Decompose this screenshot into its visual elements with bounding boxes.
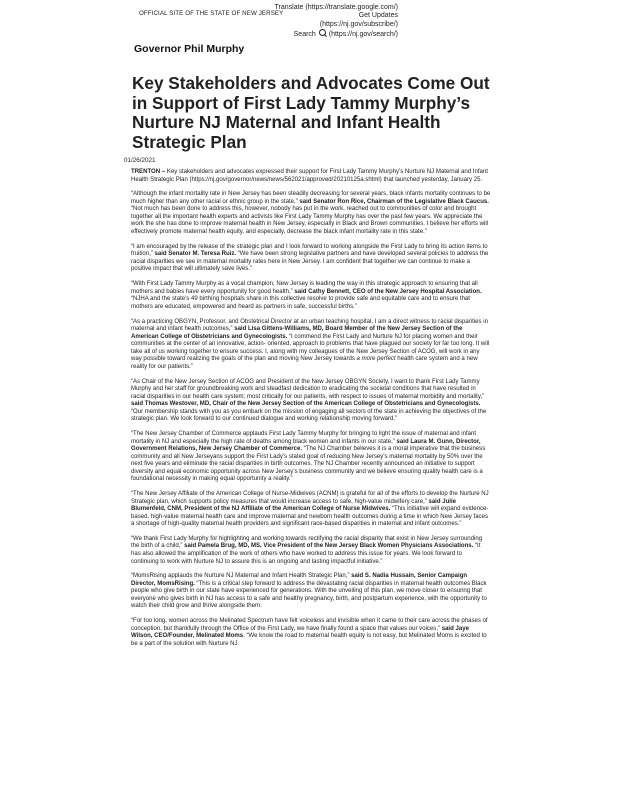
speaker-attribution: said Senator Ron Rice, Chairman of the Legislative Black Caucus. (299, 198, 489, 205)
article-paragraph (131, 244, 491, 274)
get-updates-link[interactable]: Get Updates (358, 12, 398, 20)
paragraph-text: “Not much has been done to address this, however, nobody has put in the work, reached out to communities of color and brought together all the important health experts and activists like First Lady Tammy Murphy has over the past few years. We appreciate the work the she has done to improve maternal health in New Jersey, especially in Black and Brown communities. I believe her efforts will effectively promote maternal health equity, and especially, decrease the black infant mortality rate in this state.” (131, 206, 489, 236)
publish-date: 01/26/2021 (124, 157, 156, 164)
paragraph-text: “NJHA and the state's 49 birthing hospitals share in this collective resolve to provide safe and equitable care and to ensure that mothers are educated, empowered and heard as partners in safe, successful births.” (131, 296, 470, 310)
official-site-label: OFFICIAL SITE OF THE STATE OF NEW JERSEY (139, 10, 284, 17)
article-paragraph (131, 491, 491, 529)
speaker-attribution: said Cathy Bennett, CEO of the New Jersey Hospital Association. (294, 288, 482, 295)
paragraph-text: “MomsRising applauds the Nurture NJ Maternal and Infant Health Strategic Plan,” (131, 573, 352, 580)
search-icon (319, 29, 326, 36)
subscribe-url-link[interactable]: (https://nj.gov/subscribe/) (319, 20, 398, 28)
paragraph-text: “We have been strong legislative partners and have developed several policies to address the racial disparities we see in maternal mortality rates here in New Jersey. I am confident that together we can continue to make a positive impact that will ultimately save lives.” (131, 251, 489, 273)
paragraph-text: “This initiative will expand evidence-based, high-value maternal health care and improve maternal and newborn health outcomes during a time in which New Jersey faces a shortage of high-quality maternal health providers and significant race-based disparities in maternal and infant outcomes.” (131, 506, 489, 528)
article-body (131, 169, 491, 656)
article-paragraph (131, 536, 491, 566)
paragraph-text: “The NJ Chamber believes it is a moral imperative that the business community and all New Jerseyans support the First Lady’s stated goal of reducing New Jersey’s maternal mortality by 50% over the next five years and eliminate the racial disparities in birth outcomes. The NJ Chamber recently announced an initiative to support diversity and equal economic opportunity across New Jersey’s business community and we believe ensuring quality health care is a foundational necessity in making equal opportunity a reality.” (131, 446, 486, 483)
article-paragraph (131, 379, 491, 424)
speaker-attribution: said Jaye Wilson, CEO/Founder, Melinated Moms (131, 625, 469, 640)
paragraph-text: Key stakeholders and advocates expressed their support for First Lady Tammy Murphy’s Nurture NJ Maternal and Infant Health Strategic Plan (https://nj.gov/governor/news/news/562021/approved/20210125a.shtml) that launched yesterday, January 25. (131, 169, 488, 183)
speaker-attribution: said Thomas Westover, MD, Chair of the New Jersey Section of the American College of Obstetricians and Gynecologists. (131, 401, 481, 408)
speaker-attribution: said Senator M. Teresa Ruiz. (154, 251, 237, 258)
search-link[interactable] (275, 29, 398, 39)
article-paragraph (131, 618, 491, 648)
paragraph-text: “For too long, women across the Melinated Spectrum have felt voiceless and invisible when it came to their care across the phases of conception, but thankfully through the Office of the First Lady, we have finally found a space that values our voices,” (131, 618, 488, 632)
speaker-attribution: said Laura M. Gunn, Director, Government Relations, New Jersey Chamber of Commerce. (131, 438, 481, 453)
article-paragraph (131, 319, 491, 372)
speaker-attribution: said Pamela Brug, MD, MS, Vice President of the New Jersey Black Women Physicians Associations. (184, 543, 474, 550)
page-title: Key Stakeholders and Advocates Come Out in Support of First Lady Tammy Murphy’s Nurture NJ Maternal and Infant Health Strategic Plan (132, 73, 490, 152)
search-label: Search (293, 30, 316, 38)
paragraph-text: “The New Jersey Affiliate of the American College of Nurse-Midwives (ACNM) is grateful for all of the efforts to develop the Nurture NJ Strategic plan, which supports policy measures that would increase access to safe, high-value midwifery care,” (131, 491, 489, 505)
paragraph-text: health care system and a new reality for our patients.” (131, 356, 478, 370)
top-bar (0, 4, 618, 38)
article-paragraph (131, 281, 491, 311)
search-url: (https://nj.gov/search/) (328, 30, 398, 38)
governor-name: Governor Phil Murphy (134, 43, 245, 55)
paragraph-text: “We thank First Lady Murphy for highlighting and working towards rectifying the racial disparity that exist in New Jersey surrounding the birth of a child,” (131, 535, 483, 550)
paragraph-text: “The New Jersey Chamber of Commerce applauds First Lady Tammy Murphy for bringing to light the issue of maternal and infant mortality in NJ and especially the high rate of deaths among black women and infants in our state,” (131, 430, 477, 445)
speaker-attribution: TRENTON – (131, 169, 167, 175)
article-paragraph (131, 431, 491, 484)
paragraph-text: “As a practicing OBGYN, Professor, and Obstetrical Director at an urban teaching hospital, I am a direct witness to racial disparities in maternal and infant health outcomes,” (131, 318, 488, 333)
speaker-attribution: said Lisa Gittens-Williams, MD, Board Member of the New Jersey Section of the American College of Obstetricians and Gynecologists. (131, 326, 463, 340)
paragraph-text: “This is a critical step forward to address the devastating racial disparities in maternal health outcomes Black people who give birth in our state have experienced for generations. With the unveiling of this plan, we move closer to ensuring that everyone who gives birth in NJ has access to a safe and healthy pregnancy, birth, and postpartum experience, with the opportunity to watch their child grow and thrive alongside them. (131, 580, 487, 610)
paragraph-text: “As Chair of the New Jersey Section of ACOG and President of the New Jersey OBGYN Society, I want to thank First Lady Tammy Murphy and her staff for groundbreaking work and steadfast dedication to eradicating the societal conditions that have resulted in racial disparities in our health care system; most critically for our patients, with respect to issues of maternal morbidity and mortality,” (131, 378, 485, 400)
article-paragraph (131, 169, 491, 184)
paragraph-text: “Although the infant mortality rate in New Jersey has been steadily decreasing for several years, black infants mortality continues to be much higher than any other racial or ethnic group in the state,” (131, 191, 491, 205)
speaker-attribution: said Julie Blumenfeld, CNM, President of the NJ Affiliate of the American College of Nurse Midwives. (131, 498, 457, 513)
paragraph-text: “I am encouraged by the release of the strategic plan and I look forward to working alongside the First Lady to bring its action items to fruition,” (131, 243, 488, 258)
translate-link[interactable]: Translate (https://translate.google.com/) (274, 4, 398, 11)
paragraph-text: . “We know the road to maternal health equity is not easy, but Melinated Moms is excited to be a part of the solution with Nurture NJ (131, 633, 487, 647)
emphasis-text: a more perfect (356, 356, 396, 363)
paragraph-text: “Our membership stands with you as you embark on the mission of engaging all sectors of the state in achieving the objectives of the strategic plan. We look forward to our continued dialogue and working relationship moving forward.” (131, 408, 487, 423)
paragraph-text: “With First Lady Tammy Murphy as a vocal champion, New Jersey is leading the way in this strategic approach to ensuring that all mothers and babies have every opportunity for good health,” (131, 281, 478, 295)
article-paragraph (131, 191, 491, 236)
speaker-attribution: said S. Nadia Hussain, Senior Campaign Director, MomsRising. (131, 573, 468, 587)
paragraph-text: “It has also allowed the amplification of the work of others who have worked to address this issue for years. We look forward to continuing to work with Nurture NJ to assure this is an ongoing and lasting impactful initiative.” (131, 543, 481, 565)
paragraph-text: “I commend the First Lady and Nurture NJ for placing women and their communities at the center of an innovative, action- oriented, approach to problems that have plagued our society for far too long. It will take all of us working together to ensure success. I, along with my colleagues of the New Jersey Section of ACOG, will work in any way possible toward realizing the goals of the plan and moving New Jersey towards (131, 333, 490, 363)
header-links (275, 4, 398, 39)
article-paragraph (131, 573, 491, 611)
